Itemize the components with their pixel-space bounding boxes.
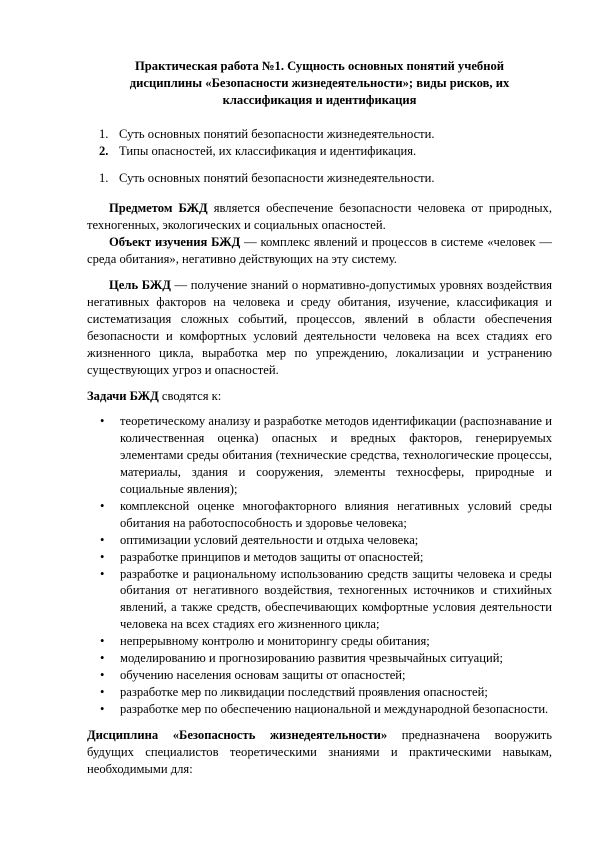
tasks-term: Задачи БЖД	[87, 388, 159, 403]
toc-item-number: 2.	[99, 143, 109, 158]
task-list-item	[87, 667, 552, 684]
bullet-icon: •	[100, 532, 105, 547]
task-list-item	[87, 633, 552, 650]
task-list-item	[87, 684, 552, 701]
document-body	[87, 58, 552, 777]
bullet-icon: •	[100, 651, 105, 666]
goal-term: Цель БЖД	[109, 278, 171, 293]
task-text: комплексной оценке многофакторного влияния негативных условий среды обитания на работоспособность и здоровье человека;	[120, 498, 552, 530]
goal-paragraph	[87, 277, 552, 378]
object-paragraph	[87, 234, 552, 268]
task-text: теоретическому анализу и разработке методов идентификации (распознавание и количественная оценка) опасных и вредных факторов, генерируемых элементами среды обитания (технические средства, технологические процессы, материалы, здания и сооружения, элементы техносферы, природные и социальные явления);	[120, 414, 552, 497]
task-text: непрерывному контролю и мониторингу среды обитания;	[120, 634, 430, 649]
section-title: Суть основных понятий безопасности жизнедеятельности.	[119, 170, 435, 185]
toc-item-number: 1.	[99, 126, 109, 141]
section-number: 1.	[99, 170, 109, 185]
task-text: разработке принципов и методов защиты от опасностей;	[120, 549, 424, 564]
discipline-term: Дисциплина «Безопасность жизнедеятельности»	[87, 727, 388, 742]
bullet-icon: •	[100, 498, 105, 513]
discipline-text: предназначена вооружить будущих специалистов теоретическими знаниями и практическими навыкам, необходимыми для:	[87, 727, 552, 776]
toc-item-text: Суть основных понятий безопасности жизнедеятельности.	[119, 126, 435, 141]
subject-term: Предметом БЖД	[109, 201, 208, 216]
section-heading	[87, 170, 552, 187]
bullet-icon: •	[100, 566, 105, 581]
tasks-intro-text: сводятся к:	[158, 388, 222, 403]
task-list-item	[87, 532, 552, 549]
tasks-intro	[87, 388, 552, 405]
task-list-item	[87, 566, 552, 634]
subject-text: является обеспечение безопасности человека от природных, техногенных, экологических и социальных опасностей.	[87, 201, 552, 233]
task-text: разработке мер по ликвидации последствий проявления опасностей;	[120, 684, 488, 699]
task-list-item	[87, 650, 552, 667]
bullet-icon: •	[100, 668, 105, 682]
bullet-icon: •	[100, 684, 105, 699]
task-text: разработке и рациональному использованию средств защиты человека и среды обитания от негативного воздействия, техногенных источников и стихийных явлений, а также средств, обеспечивающих комфортные условия деятельности человека на всех стадиях его жизненного цикла;	[120, 566, 552, 632]
task-text: оптимизации условий деятельности и отдыха человека;	[120, 532, 419, 547]
subject-paragraph	[87, 200, 552, 234]
bullet-icon: •	[100, 634, 105, 649]
task-list-item	[87, 549, 552, 566]
task-text: обучению населения основам защиты от опасностей;	[120, 668, 406, 682]
task-text: моделированию и прогнозированию развития чрезвычайных ситуаций;	[120, 651, 503, 666]
toc-item	[87, 143, 552, 160]
toc-item	[87, 126, 552, 143]
tasks-list	[87, 413, 552, 717]
task-list-item	[87, 413, 552, 498]
toc-list	[87, 126, 552, 160]
task-text: разработке мер по обеспечению национальной и международной безопасности.	[120, 701, 549, 716]
task-list-item	[87, 701, 552, 718]
bullet-icon: •	[100, 549, 105, 564]
bullet-icon: •	[100, 414, 105, 429]
task-list-item	[87, 498, 552, 532]
document-title: Практическая работа №1. Сущность основных понятий учебной дисциплины «Безопасности жизнедеятельности»; виды рисков, их классификация и идентификация	[129, 59, 510, 107]
goal-text: — получение знаний о нормативно-допустимых уровнях воздействия негативных факторов на человека и среду обитания, изучение, классификация и систематизация сложных событий, процессов, явлений в области обеспечения безопасности и комфортных условий деятельности человека на всех стадиях его жизненного цикла, выработка мер по упреждению, локализации и устранению существующих угроз и опасностей.	[87, 278, 552, 377]
object-term: Объект изучения БЖД	[109, 235, 241, 250]
discipline-paragraph	[87, 727, 552, 778]
toc-item-text: Типы опасностей, их классификация и идентификация.	[119, 143, 417, 158]
bullet-icon: •	[100, 701, 105, 716]
object-text: — комплекс явлений и процессов в системе «человек — среда обитания», негативно действующих на эту систему.	[87, 235, 552, 267]
